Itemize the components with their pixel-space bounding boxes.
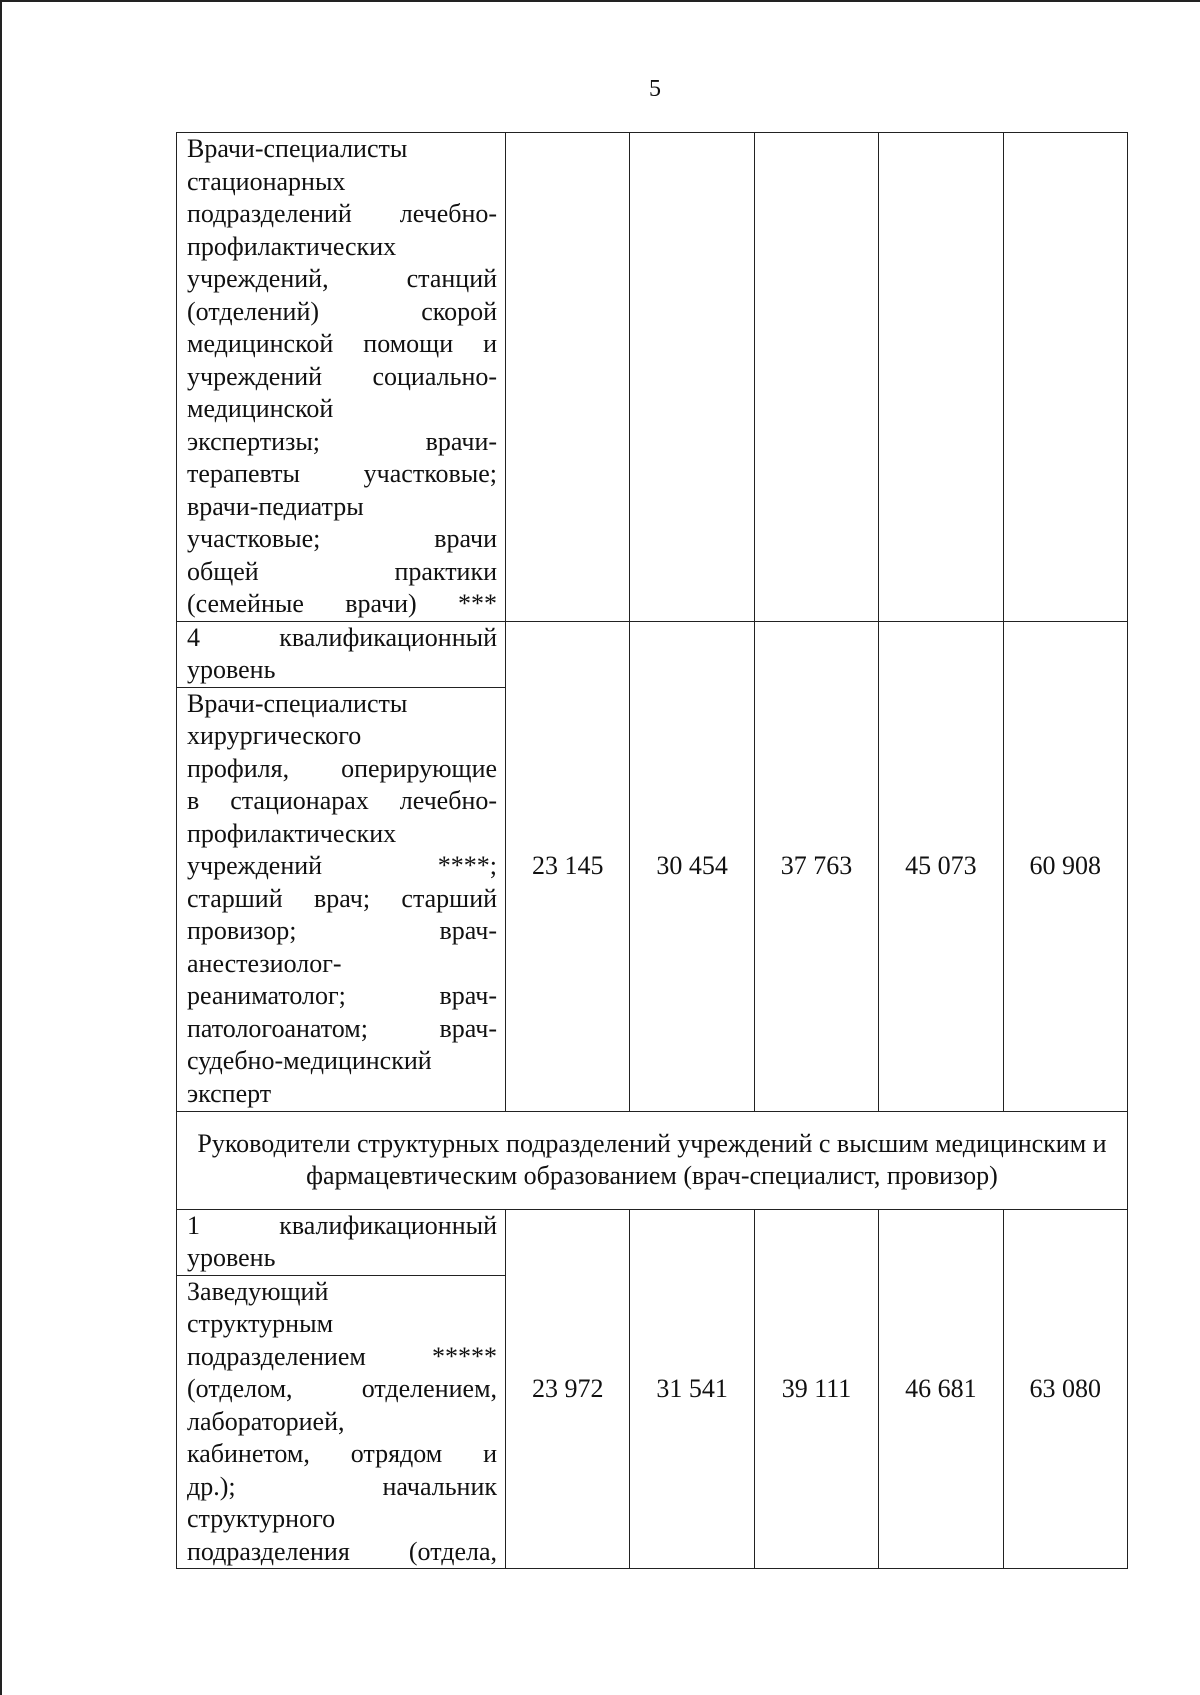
table-row: [177, 621, 1128, 1111]
description-line: провизор; врач-: [187, 916, 498, 945]
description-line: учреждений, станций: [187, 264, 498, 293]
scan-edge-left: [0, 0, 2, 1695]
salary-value: 60 908: [1003, 621, 1127, 1111]
description-line: структурного: [187, 1504, 336, 1533]
description-line: медицинской: [187, 394, 334, 423]
description-line: профилактических: [187, 231, 397, 261]
table-row: [177, 1111, 1128, 1209]
description-line: стационарных: [187, 166, 346, 196]
salary-value: 63 080: [1003, 1209, 1127, 1569]
salary-value: 46 681: [879, 1209, 1003, 1569]
description-line: старший врач; старший: [187, 883, 498, 913]
description-line: участковые; врачи: [187, 524, 498, 553]
description-line: структурным: [187, 1309, 334, 1338]
description-line: общей практики: [187, 556, 498, 586]
description-line: профиля, оперирующие: [187, 753, 498, 783]
salary-value: 31 541: [630, 1209, 754, 1569]
scan-edge-top: [0, 0, 1200, 2]
description-line: учреждений социально-: [187, 361, 498, 391]
description-line: экспертизы; врачи-: [187, 426, 498, 456]
description-line: подразделений лечебно-: [187, 199, 498, 228]
description-line: (отделом, отделением,: [187, 1374, 498, 1403]
description-line: терапевты участковые;: [187, 459, 498, 488]
salary-cell: [879, 133, 1003, 622]
salary-cell: [506, 133, 630, 622]
description-line: подразделением *****: [187, 1341, 498, 1371]
salary-value: 39 111: [754, 1209, 878, 1569]
description-line: др.); начальник: [187, 1471, 498, 1501]
salary-value: 30 454: [630, 621, 754, 1111]
table-row: [177, 133, 1128, 622]
description-line: эксперт: [187, 1078, 272, 1108]
salary-value: 45 073: [879, 621, 1003, 1111]
salary-value: 23 145: [506, 621, 630, 1111]
description-line: патологоанатом; врач-: [187, 1013, 498, 1043]
description-line: в стационарах лечебно-: [187, 786, 498, 815]
qualification-level: 4 квалификационный уровень: [177, 622, 505, 688]
qualification-level: 1 квалификационный уровень: [177, 1210, 505, 1276]
salary-cell: [1003, 133, 1127, 622]
description-line: судебно-медицинский: [187, 1046, 432, 1075]
position-description-cell: [177, 133, 506, 622]
description-line: анестезиолог-: [187, 948, 342, 978]
description-line: (семейные врачи) ***: [187, 589, 498, 618]
description-line: реаниматолог; врач-: [187, 981, 498, 1010]
description-line: Врачи-специалисты: [187, 688, 408, 718]
section-heading: Руководители структурных подразделений учреждений с высшим медицинским и фармацевтическим образованием (врач-специалист, провизор): [177, 1111, 1128, 1209]
description-line: кабинетом, отрядом и: [187, 1439, 498, 1468]
salary-cell: [754, 133, 878, 622]
position-description: [177, 1276, 505, 1569]
position-description-cell: [177, 621, 506, 1111]
description-line: лабораторией,: [187, 1406, 345, 1436]
position-description-cell: [177, 1209, 506, 1569]
description-line: учреждений ****;: [187, 851, 498, 880]
description-line: хирургического: [187, 721, 362, 750]
salary-table: [176, 132, 1128, 1569]
table-row: [177, 1209, 1128, 1569]
description-line: профилактических: [187, 818, 397, 848]
position-description: [177, 688, 505, 1111]
description-line: медицинской помощи и: [187, 329, 498, 358]
position-description: [177, 133, 505, 621]
page-number: 5: [649, 76, 661, 102]
salary-value: 37 763: [754, 621, 878, 1111]
description-line: подразделения (отдела,: [187, 1536, 498, 1566]
description-line: Заведующий: [187, 1276, 329, 1306]
description-line: врачи-педиатры: [187, 491, 364, 521]
salary-value: 23 972: [506, 1209, 630, 1569]
salary-cell: [630, 133, 754, 622]
description-line: Врачи-специалисты: [187, 134, 408, 163]
description-line: (отделений) скорой: [187, 296, 498, 326]
